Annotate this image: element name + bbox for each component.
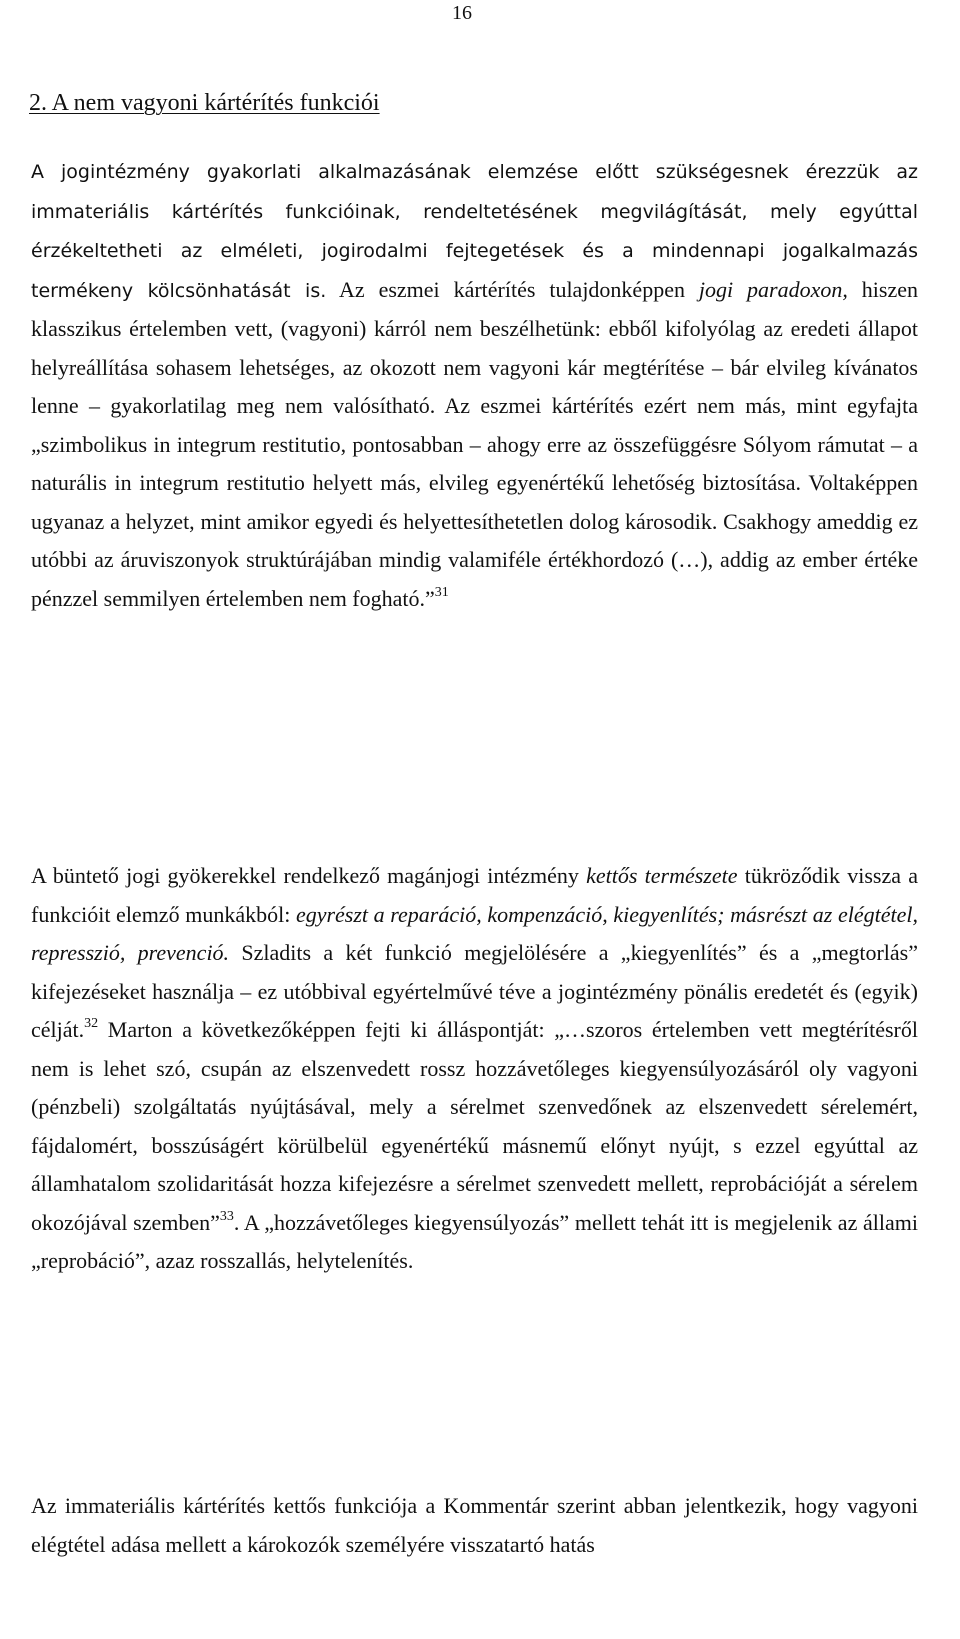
paragraph-text: Szladits a két funkció megjelölésére a „kiegyenlítés” és a „megtorlás” kifejezéseket használja – ez utóbbival egyértelművé téve a jogintézmény pönális eredetét és (egyik) célját.	[31, 940, 918, 1042]
page-number: 16	[452, 2, 472, 24]
paragraph-text: tükröződik vissza a funkcióit elemző munkákból:	[31, 863, 918, 927]
paragraph-text: Az eszmei kártérítés ezért nem más, mint egyfajta „szimbolikus in integrum restitutio, pontosabban – ahogy erre az összefüggésre Sólyom rámutat – a naturális in integrum restitutio helyett más, elvileg egyenértékű lehetőség biztosítása. Voltaképpen ugyanaz a helyzet, mint amikor egyedi és helyettesíthetetlen dolog károsodik. Csakhogy ameddig ez utóbbi az áruviszonyok struktúrájában mindig valamiféle értékhordozó (…), addig az ember értéke pénzzel semmilyen értelemben nem fogható.”	[31, 393, 918, 611]
paragraph-dual-nature	[31, 857, 918, 1281]
emphasis-text: jogi paradoxon,	[698, 276, 848, 302]
paragraph-commentary	[31, 1487, 918, 1564]
emphasis-text: egyrészt a reparáció, kompenzáció, kiegyenlítés; másrészt az elégtétel, represszió, prevenció.	[31, 901, 918, 965]
footnote-ref-32[interactable]: 32	[84, 1016, 99, 1031]
paragraph-text: A jogintézmény gyakorlati alkalmazásának elemzése előtt szükségesnek érezzük az immateriális kártérítés funkcióinak, rendeltetésének megvilágítását, mely egyúttal érzékeltetheti az elméleti, jogirodalmi fejtegetések és a mindennapi jogalkalmazás termékeny kölcsönhatását is.	[31, 161, 918, 302]
paragraph-functions-intro	[31, 152, 918, 618]
footnote-ref-33[interactable]: 33	[219, 1208, 234, 1224]
paragraph-text: Marton a következőképpen fejti ki álláspontját: „…szoros értelemben vett megtérítésről nem is lehet szó, csupán az elszenvedett rossz hozzávetőleges kiegyensúlyozásáról oly vagyoni (pénzbeli) szolgáltatás nyújtásával, mely a sérelmet szenvedőnek az elszenvedett sérelemért, fájdalomért, bosszúságért körülbelül egyenértékű másnemű előnyt nyújt, s ezzel egyúttal az államhatalom szolidaritását hozza kifejezésre a sérelmet szenvedett mellett, reprobációját a sérelem okozójával szemben”	[31, 1017, 918, 1235]
paragraph-text: Az immateriális kártérítés kettős funkciója a Kommentár szerint abban jelentkezik, hogy vagyoni elégtétel adása mellett a károkozók személyére visszatartó hatás	[31, 1493, 918, 1557]
section-heading: 2. A nem vagyoni kártérítés funkciói	[29, 90, 380, 116]
emphasis-text: kettős természete	[586, 863, 738, 888]
footnote-ref-31[interactable]: 31	[434, 584, 449, 600]
paragraph-text: Az eszmei kártérítés tulajdonképpen	[326, 276, 699, 302]
paragraph-text: hiszen klasszikus értelemben vett, (vagyoni) kárról nem beszélhetünk: ebből kifolyólag az eredeti állapot helyreállítása sohasem lehetséges, az okozott nem vagyoni kár megtérítése – bár elvileg kívánatos lenne – gyakorlatilag meg nem valósítható.	[31, 276, 918, 418]
paragraph-text: . A „hozzávetőleges kiegyensúlyozás” mellett tehát itt is megjelenik az állami „reprobáció”, azaz rosszallás, helytelenítés.	[31, 1209, 918, 1273]
paragraph-text: A büntető jogi gyökerekkel rendelkező magánjogi intézmény	[31, 863, 587, 888]
